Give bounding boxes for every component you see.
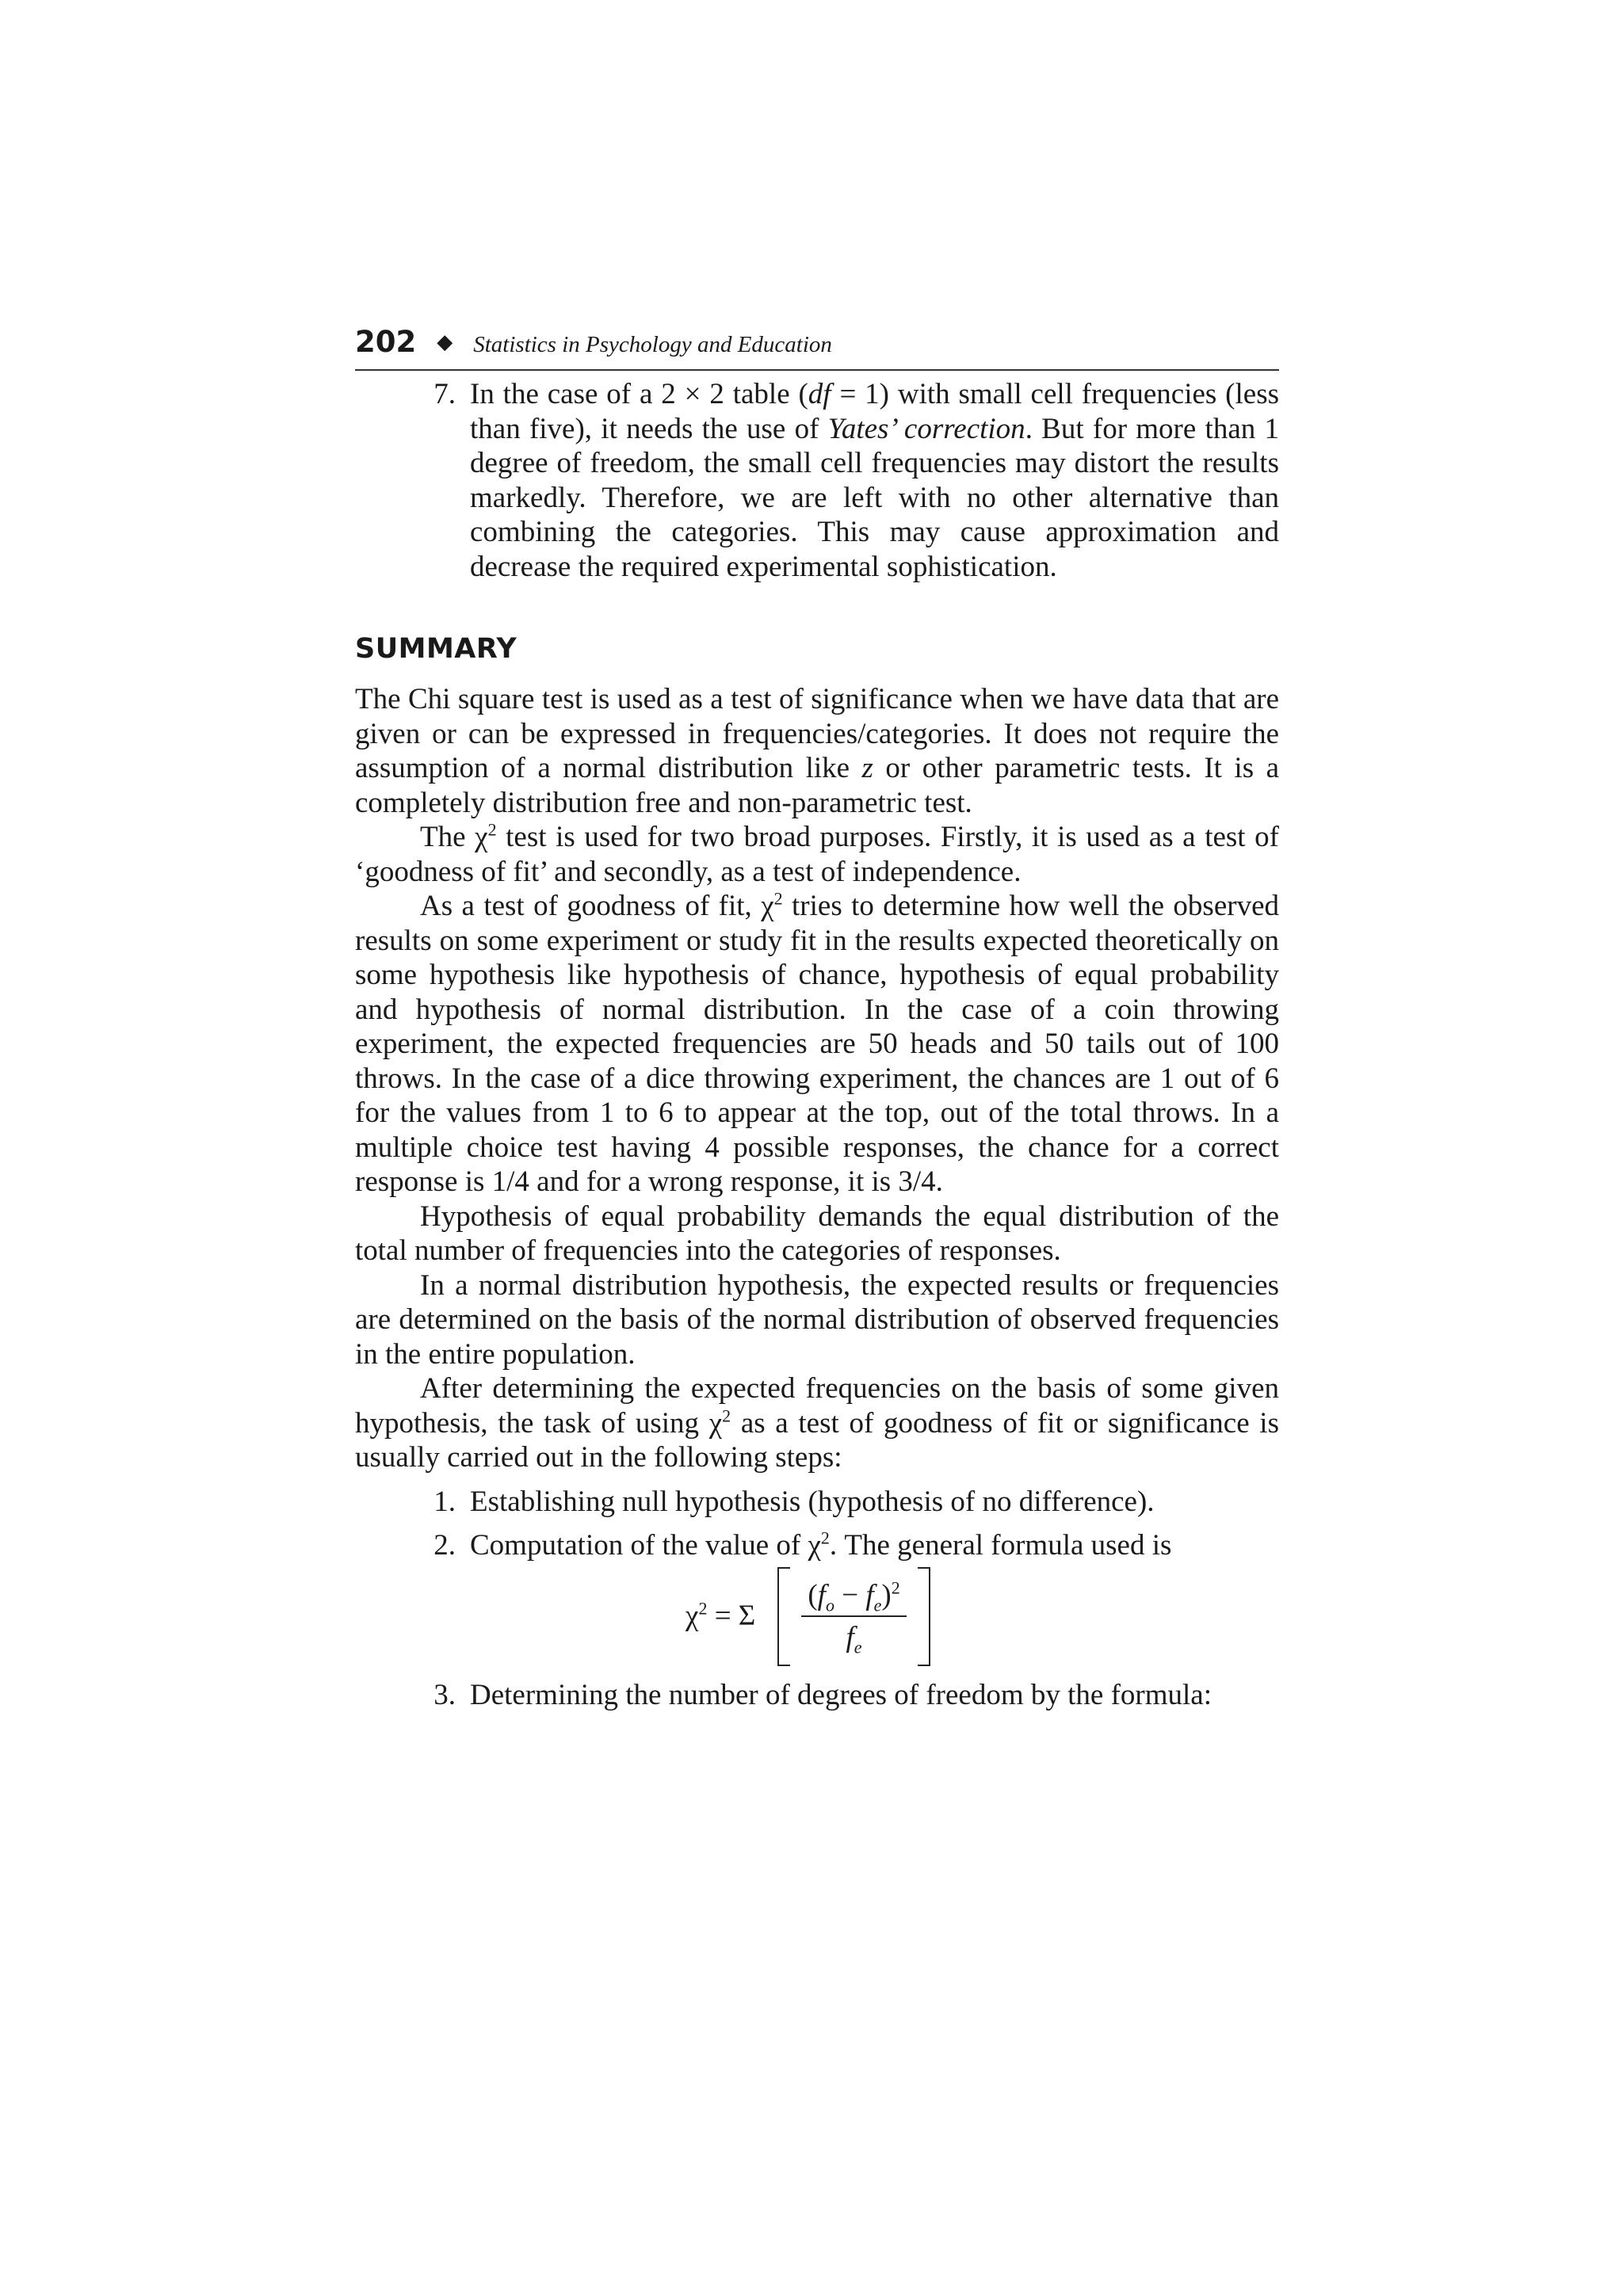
chi-symbol: χ (475, 821, 488, 853)
superscript: 2 (773, 888, 783, 909)
text-run: or other parametric tests. It is a completely distribution free and non-parametric test. (355, 752, 1279, 819)
paragraph: Hypothesis of equal probability demands the equal distribution of the total number of frequencies into the categories of responses. (355, 1199, 1279, 1267)
list-number: 1. (433, 1485, 456, 1518)
subscript: e (873, 1594, 882, 1615)
paragraph: In a normal distribution hypothesis, the expected results or frequencies are determined on the basis of the normal distribution of observed frequencies in the entire population. (355, 1268, 1279, 1371)
list-number: 2. (433, 1529, 456, 1562)
paren: ) (881, 1578, 892, 1611)
chi-symbol: χ (808, 1529, 821, 1562)
step-1 (355, 1485, 1279, 1520)
summary-body (355, 682, 1279, 1712)
text-run: After determining the expected frequencies on the basis of some given hypothesis, the task of using (355, 1372, 1279, 1440)
page-number: 202 (355, 325, 417, 359)
text-run: . The general formula used is (829, 1529, 1172, 1562)
superscript: 2 (891, 1577, 900, 1598)
chi-square-formula (685, 1563, 1279, 1670)
paragraph (355, 682, 1279, 820)
superscript: 2 (820, 1527, 830, 1548)
text-run: . But for more than 1 degree of freedom, the small cell frequencies may distort the results markedly. Therefore, we are left with no other alternative than combining the categories. This may cause approximation and decrease the required experimental sophistication. (470, 412, 1279, 583)
paren: ( (808, 1578, 818, 1611)
numerator (801, 1578, 906, 1618)
page (355, 325, 1279, 1712)
paragraph (355, 1371, 1279, 1475)
section-heading: SUMMARY (355, 633, 517, 665)
list-body: Determining the number of degrees of freedom by the formula: (470, 1678, 1212, 1711)
running-header (355, 325, 1279, 371)
list-body (470, 377, 1279, 584)
diamond-icon: ◆ (437, 330, 453, 353)
text-run: As a test of goodness of fit, (420, 890, 762, 922)
chi-symbol: χ (708, 1406, 723, 1440)
subscript: e (854, 1637, 862, 1657)
text-run: In the case of a 2 × 2 table ( (470, 378, 808, 410)
text-run: test is used for two broad purposes. Firstly, it is used as a test of ‘goodness of fit’ and secondly, as a test of independence. (355, 821, 1279, 888)
minus: − (834, 1578, 866, 1611)
right-bracket (918, 1567, 930, 1666)
italic-run: df (808, 378, 831, 410)
list-item-7 (355, 377, 1279, 584)
f-symbol: f (846, 1621, 854, 1653)
denominator (846, 1617, 862, 1655)
chi-symbol: χ (761, 890, 774, 922)
f-symbol: f (865, 1578, 874, 1611)
text-run: Computation of the value of (470, 1529, 808, 1562)
superscript: 2 (487, 819, 497, 840)
step-3 (355, 1678, 1279, 1713)
paragraph (355, 820, 1279, 889)
list-body: Establishing null hypothesis (hypothesis of no difference). (470, 1485, 1155, 1518)
text-run: as a test of goodness of fit or significance is usually carried out in the following steps: (355, 1406, 1279, 1474)
step-2 (355, 1528, 1279, 1563)
list-body (470, 1528, 1279, 1563)
text-run: = 1) with small cell frequencies (less than five), it needs the use of (470, 378, 1279, 445)
list-number: 3. (433, 1678, 456, 1711)
f-symbol: f (817, 1578, 826, 1611)
list-number: 7. (433, 378, 456, 410)
superscript: 2 (698, 1598, 708, 1619)
running-title: Statistics in Psychology and Education (473, 332, 832, 357)
formula-lhs (685, 1599, 755, 1634)
subscript: o (825, 1594, 834, 1615)
italic-run: Yates’ correction (827, 412, 1025, 445)
text-run: The (420, 821, 475, 853)
italic-run: z (861, 752, 873, 784)
paragraph (355, 889, 1279, 1199)
text-run: tries to determine how well the observed results on some experiment or study fit in the results expected theoretically on some hypothesis like hypothesis of chance, hypothesis of equal probability and hypothesis of normal distribution. In the case of a coin throwing experiment, the expected frequencies are 50 heads and 50 tails out of 100 throws. In the case of a dice throwing experiment, the chances are 1 out of 6 for the values from 1 to 6 to appear at the top, out of the total throws. In a multiple choice test having 4 possible responses, the chance for a correct response is 1/4 and for a wrong response, it is 3/4. (355, 890, 1279, 1198)
text-run: The Chi square test is used as a test of significance when we have data that are given or can be expressed in frequencies/categories. It does not require the assumption of a normal distribution like (355, 683, 1279, 784)
formula-bracket (777, 1567, 930, 1666)
superscript: 2 (722, 1405, 731, 1426)
equals-sigma: = Σ (707, 1600, 756, 1633)
left-bracket (777, 1567, 790, 1666)
chi-symbol: χ (685, 1600, 699, 1633)
fraction (790, 1567, 917, 1666)
